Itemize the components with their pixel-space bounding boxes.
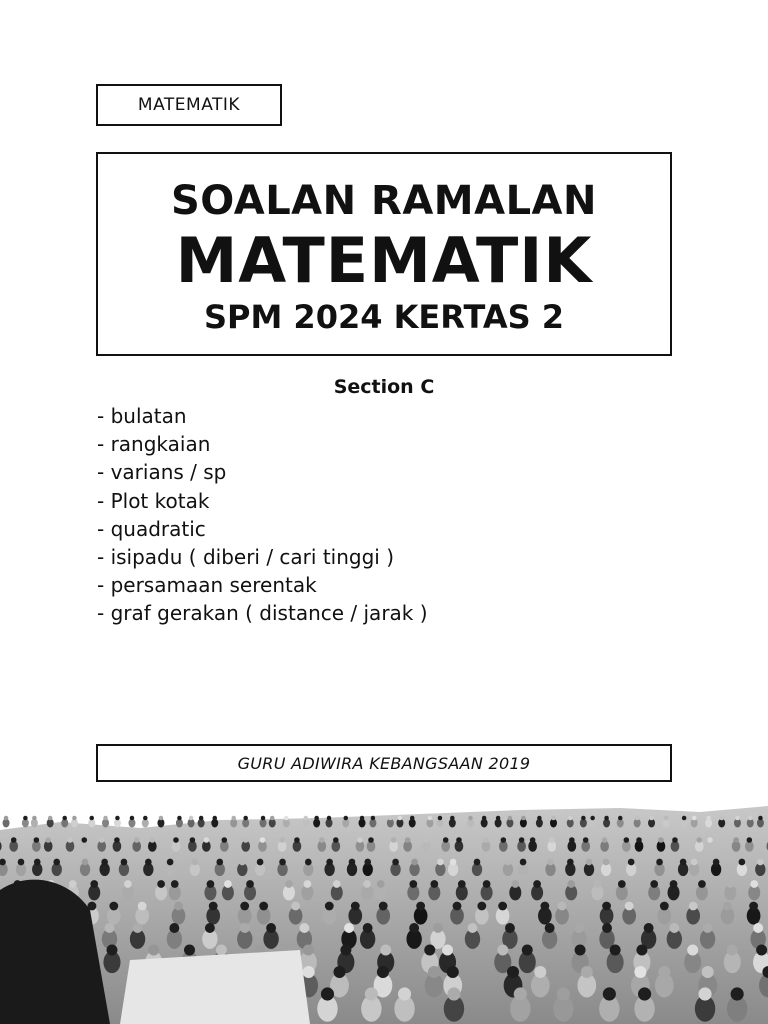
topic-item: - persamaan serentak	[97, 573, 317, 598]
topic-item: - bulatan	[97, 404, 187, 428]
subject-tag: MATEMATIK	[96, 84, 282, 126]
topic-item: - isipadu ( diberi / cari tinggi )	[97, 545, 395, 570]
title-line-2: MATEMATIK	[175, 224, 593, 297]
topic-item: - quadratic	[97, 516, 206, 541]
topic-item: - varians / sp	[97, 460, 227, 485]
topic-item: - rangkaian	[97, 432, 211, 457]
topic-item: - graf gerakan ( distance / jarak )	[97, 601, 428, 626]
title-line-1: SOALAN RAMALAN	[171, 178, 597, 224]
crowd-photo	[0, 800, 768, 1024]
topic-list	[97, 402, 428, 628]
footer-banner: GURU ADIWIRA KEBANGSAAN 2019	[96, 744, 672, 782]
topic-item: - Plot kotak	[97, 488, 210, 513]
section-heading: Section C	[333, 376, 435, 398]
title-box	[96, 152, 672, 356]
title-line-3: SPM 2024 KERTAS 2	[203, 298, 565, 336]
